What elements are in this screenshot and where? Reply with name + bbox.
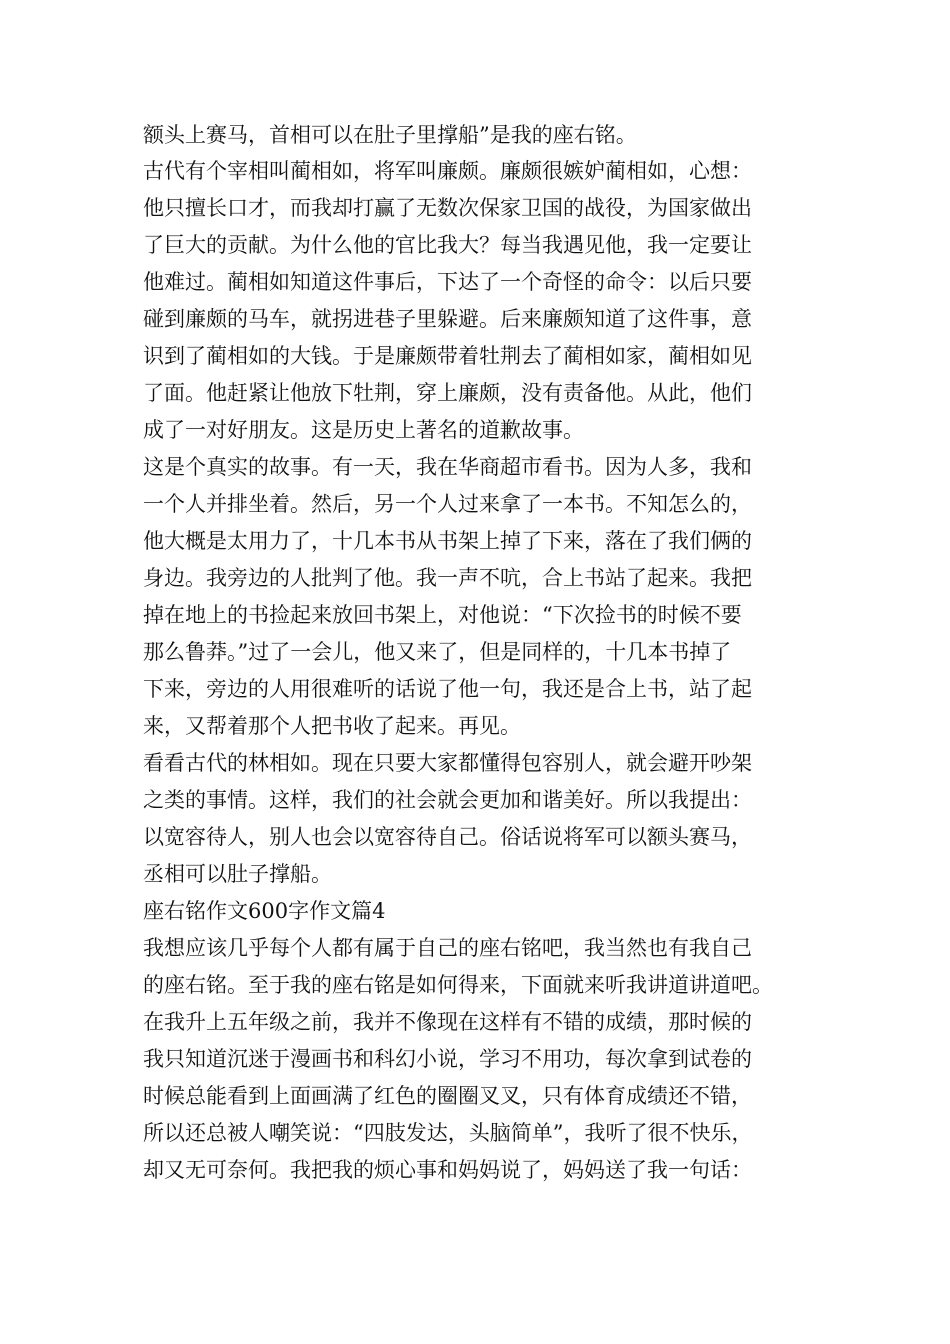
text-line: 他大概是太用力了，十几本书从书架上掉了下来，落在了我们俩的	[143, 529, 752, 553]
text-line: 我想应该几乎每个人都有属于自己的座右铭吧，我当然也有我自己	[143, 936, 752, 960]
text-line: 时候总能看到上面画满了红色的圈圈叉叉，只有体育成绩还不错，	[143, 1084, 752, 1108]
text-line: 来，又帮着那个人把书收了起来。再见。	[143, 714, 521, 738]
text-line: 身边。我旁边的人批判了他。我一声不吭，合上书站了起来。我把	[143, 566, 752, 590]
text-line: 下来，旁边的人用很难听的话说了他一句，我还是合上书，站了起	[143, 677, 752, 701]
text-line: 识到了蔺相如的大钱。于是廉颇带着牡荆去了蔺相如家，蔺相如见	[143, 344, 752, 368]
text-line: 碰到廉颇的马车，就拐进巷子里躲避。后来廉颇知道了这件事，意	[143, 307, 752, 331]
text-line: 额头上赛马，首相可以在肚子里撑船”是我的座右铭。	[143, 123, 637, 147]
text-line: 却又无可奈何。我把我的烦心事和妈妈说了，妈妈送了我一句话：	[143, 1158, 752, 1182]
text-line: 掉在地上的书捡起来放回书架上，对他说：“下次捡书的时候不要	[143, 603, 742, 627]
text-line: 之类的事情。这样，我们的社会就会更加和谐美好。所以我提出：	[143, 788, 752, 812]
text-line: 看看古代的林相如。现在只要大家都懂得包容别人，就会避开吵架	[143, 751, 752, 775]
text-line: 这是个真实的故事。有一天，我在华商超市看书。因为人多，我和	[143, 455, 752, 479]
text-line: 古代有个宰相叫蔺相如，将军叫廉颇。廉颇很嫉妒蔺相如，心想：	[143, 159, 752, 183]
text-line: 丞相可以肚子撑船。	[143, 862, 332, 886]
text-line: 了巨大的贡献。为什么他的官比我大？每当我遇见他，我一定要让	[143, 233, 752, 257]
text-line: 以宽容待人，别人也会以宽容待自己。俗话说将军可以额头赛马，	[143, 825, 752, 849]
section-heading: 座右铭作文600字作文篇4	[143, 899, 386, 923]
text-line: 的座右铭。至于我的座右铭是如何得来，下面就来听我讲道讲道吧。	[143, 973, 773, 997]
text-line: 一个人并排坐着。然后，另一个人过来拿了一本书。不知怎么的，	[143, 492, 752, 516]
text-line: 成了一对好朋友。这是历史上著名的道歉故事。	[143, 418, 584, 442]
text-line: 他难过。蔺相如知道这件事后，下达了一个奇怪的命令：以后只要	[143, 270, 752, 294]
text-line: 了面。他赶紧让他放下牡荆，穿上廉颇，没有责备他。从此，他们	[143, 381, 752, 405]
text-line: 所以还总被人嘲笑说：“四肢发达，头脑简单”，我听了很不快乐，	[143, 1121, 753, 1145]
text-line: 他只擅长口才，而我却打赢了无数次保家卫国的战役，为国家做出	[143, 196, 752, 220]
text-line: 那么鲁莽。”过了一会儿，他又来了，但是同样的，十几本书掉了	[143, 640, 732, 664]
text-line: 在我升上五年级之前，我并不像现在这样有不错的成绩，那时候的	[143, 1010, 752, 1034]
text-line: 我只知道沉迷于漫画书和科幻小说，学习不用功，每次拿到试卷的	[143, 1047, 752, 1071]
